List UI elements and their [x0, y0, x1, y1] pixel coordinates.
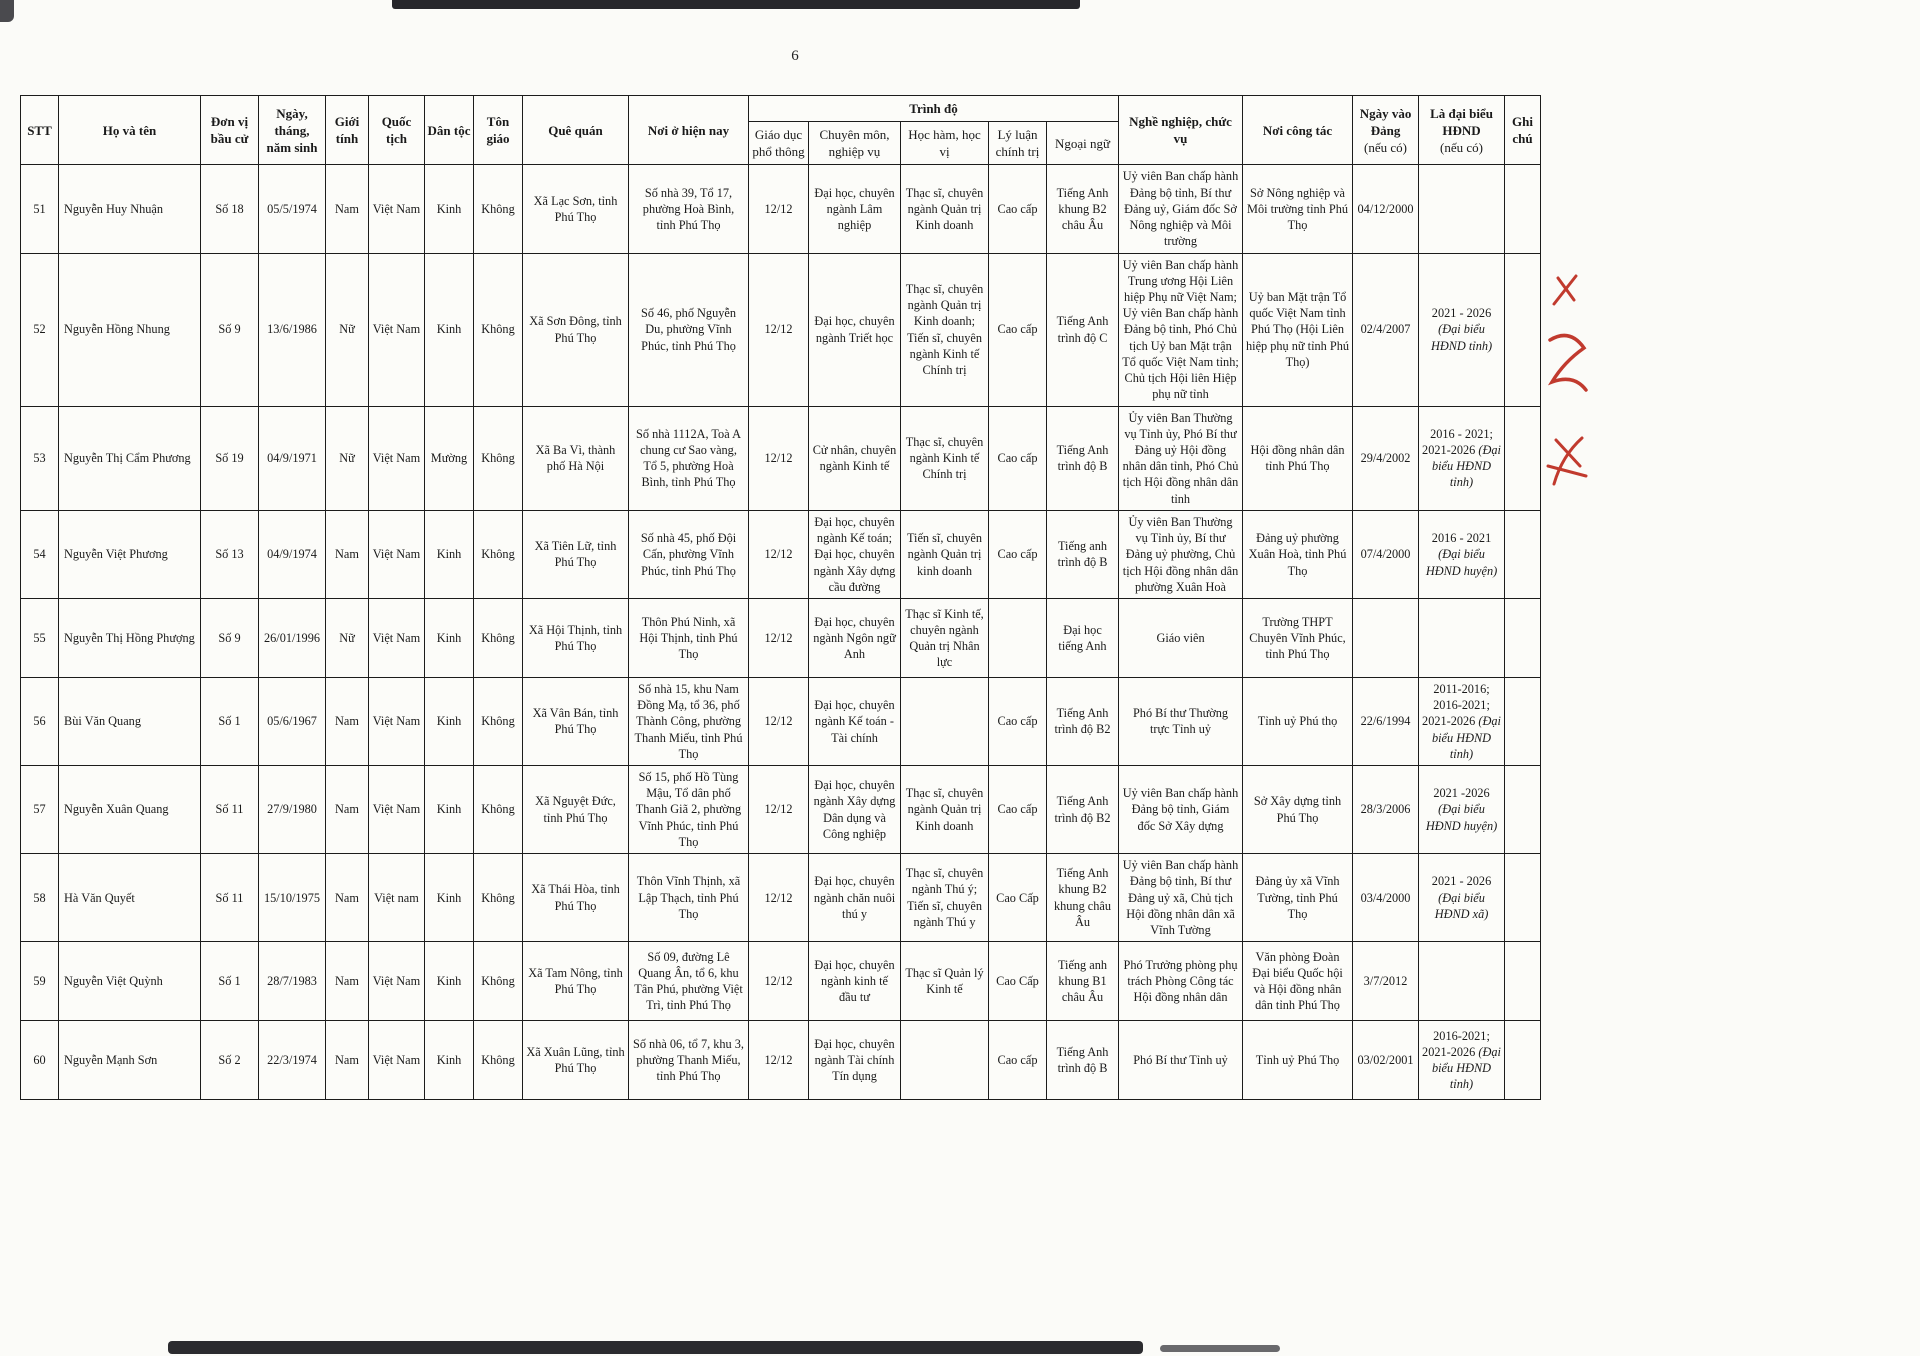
cell-nationality: Việt Nam — [369, 598, 425, 677]
scan-artifact-top — [392, 0, 1080, 9]
cell-hdnd — [1419, 165, 1505, 253]
scan-artifact-bottom — [168, 1341, 1143, 1354]
cell-language: Tiếng anh khung B1 châu Âu — [1047, 942, 1119, 1021]
cell-gender: Nam — [326, 165, 369, 253]
table-row — [21, 942, 1541, 1021]
cell-professional: Đại học, chuyên ngành Tài chính Tín dụng — [809, 1021, 901, 1100]
cell-workplace: Đảng uỷ phường Xuân Hoà, tỉnh Phú Thọ — [1243, 510, 1353, 598]
cell-hometown: Xã Lạc Sơn, tỉnh Phú Thọ — [523, 165, 629, 253]
cell-occupation: Uỷ viên Ban chấp hành Đảng bộ tỉnh, Giám đốc Sở Xây dựng — [1119, 766, 1243, 854]
cell-unit: Số 13 — [201, 510, 259, 598]
cell-nationality: Việt nam — [369, 854, 425, 942]
cell-politics: Cao cấp — [989, 677, 1047, 765]
cell-stt: 56 — [21, 677, 59, 765]
cell-religion: Không — [474, 766, 523, 854]
table-row — [21, 406, 1541, 510]
header-gender: Giới tính — [326, 96, 369, 165]
table-row — [21, 165, 1541, 253]
cell-hdnd: 2021 - 2026 (Đại biểu HĐND xã) — [1419, 854, 1505, 942]
cell-politics — [989, 598, 1047, 677]
cell-stt: 60 — [21, 1021, 59, 1100]
cell-nationality: Việt Nam — [369, 766, 425, 854]
cell-religion: Không — [474, 253, 523, 406]
cell-politics: Cao cấp — [989, 766, 1047, 854]
cell-workplace: Tỉnh uỷ Phú thọ — [1243, 677, 1353, 765]
cell-religion: Không — [474, 598, 523, 677]
cell-professional: Đại học, chuyên ngành chăn nuôi thú y — [809, 854, 901, 942]
header-party-date-main: Ngày vào Đảng — [1359, 105, 1412, 138]
cell-academic: Thạc sĩ, chuyên ngành Quản trị Kinh doanh; Tiến sĩ, chuyên ngành Kinh tế Chính trị — [901, 253, 989, 406]
cell-gender: Nam — [326, 854, 369, 942]
cell-academic: Tiến sĩ, chuyên ngành Quản trị kinh doanh — [901, 510, 989, 598]
cell-name: Nguyễn Huy Nhuận — [59, 165, 201, 253]
cell-party_date: 22/6/1994 — [1353, 677, 1419, 765]
cell-religion: Không — [474, 854, 523, 942]
cell-language: Đại học tiếng Anh — [1047, 598, 1119, 677]
cell-dob: 26/01/1996 — [259, 598, 326, 677]
header-education: Giáo dục phổ thông — [749, 122, 809, 165]
cell-unit: Số 18 — [201, 165, 259, 253]
cell-hdnd — [1419, 598, 1505, 677]
cell-nationality: Việt Nam — [369, 510, 425, 598]
cell-note — [1505, 165, 1541, 253]
cell-note — [1505, 598, 1541, 677]
cell-name: Nguyễn Việt Phương — [59, 510, 201, 598]
cell-nationality: Việt Nam — [369, 677, 425, 765]
header-academic: Học hàm, học vị — [901, 122, 989, 165]
header-ethnicity: Dân tộc — [425, 96, 474, 165]
cell-education: 12/12 — [749, 1021, 809, 1100]
cell-politics: Cao Cấp — [989, 942, 1047, 1021]
cell-nationality: Việt Nam — [369, 253, 425, 406]
header-residence: Nơi ở hiện nay — [629, 96, 749, 165]
table-row — [21, 510, 1541, 598]
cell-ethnicity: Mường — [425, 406, 474, 510]
cell-stt: 51 — [21, 165, 59, 253]
cell-hdnd: 2021 -2026 (Đại biểu HĐND huyện) — [1419, 766, 1505, 854]
cell-politics: Cao cấp — [989, 165, 1047, 253]
cell-language: Tiếng Anh trình độ C — [1047, 253, 1119, 406]
cell-residence: Thôn Vĩnh Thịnh, xã Lập Thạch, tỉnh Phú Thọ — [629, 854, 749, 942]
cell-language: Tiếng Anh trình độ B — [1047, 1021, 1119, 1100]
cell-workplace: Văn phòng Đoàn Đại biểu Quốc hội và Hội đồng nhân dân tỉnh Phú Thọ — [1243, 942, 1353, 1021]
cell-workplace: Hội đồng nhân dân tỉnh Phú Thọ — [1243, 406, 1353, 510]
cell-occupation: Uỷ viên Ban chấp hành Đảng bộ tỉnh, Bí thư Đảng uỷ, Giám đốc Sở Nông nghiệp và Môi trường — [1119, 165, 1243, 253]
cell-residence: Số nhà 1112A, Toà A chung cư Sao vàng, Tổ 5, phường Hoà Bình, tỉnh Phú Thọ — [629, 406, 749, 510]
cell-name: Bùi Văn Quang — [59, 677, 201, 765]
cell-politics: Cao cấp — [989, 253, 1047, 406]
cell-dob: 28/7/1983 — [259, 942, 326, 1021]
header-trinh-do: Trình độ — [749, 96, 1119, 122]
cell-academic — [901, 1021, 989, 1100]
cell-gender: Nam — [326, 766, 369, 854]
cell-workplace: Sở Nông nghiệp và Môi trường tỉnh Phú Thọ — [1243, 165, 1353, 253]
cell-education: 12/12 — [749, 406, 809, 510]
cell-hdnd: 2011-2016; 2016-2021; 2021-2026 (Đại biểu HĐND tỉnh) — [1419, 677, 1505, 765]
cell-gender: Nam — [326, 510, 369, 598]
cell-stt: 53 — [21, 406, 59, 510]
header-religion: Tôn giáo — [474, 96, 523, 165]
cell-professional: Đại học, chuyên ngành Kế toán - Tài chính — [809, 677, 901, 765]
cell-professional: Đại học, chuyên ngành Lâm nghiệp — [809, 165, 901, 253]
cell-name: Nguyễn Xuân Quang — [59, 766, 201, 854]
cell-nationality: Việt Nam — [369, 942, 425, 1021]
cell-hdnd: 2021 - 2026 (Đại biểu HĐND tỉnh) — [1419, 253, 1505, 406]
cell-religion: Không — [474, 165, 523, 253]
cell-hdnd — [1419, 942, 1505, 1021]
cell-academic: Thạc sĩ, chuyên ngành Thú ý; Tiến sĩ, chuyên ngành Thú y — [901, 854, 989, 942]
cell-politics: Cao cấp — [989, 510, 1047, 598]
cell-residence: Số nhà 15, khu Nam Đồng Mạ, tổ 36, phố Thành Công, phường Thanh Miếu, tỉnh Phú Thọ — [629, 677, 749, 765]
cell-hdnd: 2016-2021; 2021-2026 (Đại biểu HĐND tỉnh) — [1419, 1021, 1505, 1100]
table-row — [21, 766, 1541, 854]
cell-dob: 04/9/1974 — [259, 510, 326, 598]
cell-education: 12/12 — [749, 942, 809, 1021]
cell-occupation: Phó Trưởng phòng phụ trách Phòng Công tác Hội đồng nhân dân — [1119, 942, 1243, 1021]
cell-ethnicity: Kinh — [425, 942, 474, 1021]
cell-unit: Số 9 — [201, 598, 259, 677]
table-row — [21, 598, 1541, 677]
table-header — [21, 96, 1541, 165]
cell-professional: Đại học, chuyên ngành Kế toán; Đại học, chuyên ngành Xây dựng cầu đường — [809, 510, 901, 598]
cell-nationality: Việt Nam — [369, 406, 425, 510]
cell-stt: 55 — [21, 598, 59, 677]
cell-academic — [901, 677, 989, 765]
cell-religion: Không — [474, 1021, 523, 1100]
cell-ethnicity: Kinh — [425, 510, 474, 598]
cell-language: Tiếng Anh trình độ B2 — [1047, 766, 1119, 854]
cell-hometown: Xã Vân Bán, tỉnh Phú Thọ — [523, 677, 629, 765]
cell-gender: Nữ — [326, 598, 369, 677]
cell-education: 12/12 — [749, 854, 809, 942]
cell-residence: Số 15, phố Hồ Tùng Mậu, Tổ dân phố Thanh Giã 2, phường Vĩnh Phúc, tỉnh Phú Thọ — [629, 766, 749, 854]
cell-dob: 05/6/1967 — [259, 677, 326, 765]
cell-education: 12/12 — [749, 598, 809, 677]
cell-workplace: Uỷ ban Mặt trận Tổ quốc Việt Nam tỉnh Phú Thọ (Hội Liên hiệp phụ nữ tỉnh Phú Thọ) — [1243, 253, 1353, 406]
cell-note — [1505, 942, 1541, 1021]
cell-ethnicity: Kinh — [425, 1021, 474, 1100]
cell-language: Tiếng anh trình độ B — [1047, 510, 1119, 598]
cell-party_date: 29/4/2002 — [1353, 406, 1419, 510]
cell-residence: Thôn Phú Ninh, xã Hội Thịnh, tỉnh Phú Thọ — [629, 598, 749, 677]
cell-education: 12/12 — [749, 253, 809, 406]
header-nationality: Quốc tịch — [369, 96, 425, 165]
cell-dob: 27/9/1980 — [259, 766, 326, 854]
cell-party_date: 07/4/2000 — [1353, 510, 1419, 598]
cell-name: Hà Văn Quyết — [59, 854, 201, 942]
header-name: Họ và tên — [59, 96, 201, 165]
cell-professional: Cử nhân, chuyên ngành Kinh tế — [809, 406, 901, 510]
cell-residence: Số nhà 45, phố Đội Cấn, phường Vĩnh Phúc, tỉnh Phú Thọ — [629, 510, 749, 598]
cell-residence: Số 09, đường Lê Quang Ân, tổ 6, khu Tân Phú, phường Việt Trì, tỉnh Phú Thọ — [629, 942, 749, 1021]
header-professional: Chuyên môn, nghiệp vụ — [809, 122, 901, 165]
cell-gender: Nữ — [326, 253, 369, 406]
cell-party_date: 04/12/2000 — [1353, 165, 1419, 253]
cell-occupation: Uỷ viên Ban chấp hành Trung ương Hội Liên hiệp Phụ nữ Việt Nam; Uỷ viên Ban chấp hành Đảng bộ tỉnh, Phó Chủ tịch Uỷ ban Mặt trận Tổ quốc Việt Nam tỉnh; Chủ tịch Hội liên Hiệp phụ nữ tỉnh — [1119, 253, 1243, 406]
cell-residence: Số nhà 39, Tổ 17, phường Hoà Bình, tỉnh Phú Thọ — [629, 165, 749, 253]
header-dob: Ngày, tháng, năm sinh — [259, 96, 326, 165]
deputies-table — [20, 95, 1541, 1100]
cell-party_date — [1353, 598, 1419, 677]
cell-ethnicity: Kinh — [425, 165, 474, 253]
cell-stt: 58 — [21, 854, 59, 942]
cell-nationality: Việt Nam — [369, 1021, 425, 1100]
cell-party_date: 3/7/2012 — [1353, 942, 1419, 1021]
header-hometown: Quê quán — [523, 96, 629, 165]
table-row — [21, 1021, 1541, 1100]
cell-unit: Số 19 — [201, 406, 259, 510]
scan-artifact-corner — [0, 0, 14, 22]
header-hdnd — [1419, 96, 1505, 165]
cell-party_date: 02/4/2007 — [1353, 253, 1419, 406]
cell-ethnicity: Kinh — [425, 854, 474, 942]
cell-dob: 22/3/1974 — [259, 1021, 326, 1100]
cell-workplace: Trường THPT Chuyên Vĩnh Phúc, tỉnh Phú Thọ — [1243, 598, 1353, 677]
cell-academic: Thạc sĩ, chuyên ngành Kinh tế Chính trị — [901, 406, 989, 510]
cell-occupation: Ủy viên Ban Thường vụ Tỉnh ủy, Phó Bí thư Đảng uỷ Hội đồng nhân dân tỉnh, Phó Chủ tịch Hội đồng nhân dân tỉnh — [1119, 406, 1243, 510]
header-workplace: Nơi công tác — [1243, 96, 1353, 165]
header-occupation: Nghề nghiệp, chức vụ — [1119, 96, 1243, 165]
table-row — [21, 854, 1541, 942]
scan-artifact-bottom-right — [1160, 1345, 1280, 1352]
cell-note — [1505, 510, 1541, 598]
cell-education: 12/12 — [749, 766, 809, 854]
cell-hometown: Xã Tiên Lữ, tỉnh Phú Thọ — [523, 510, 629, 598]
cell-language: Tiếng Anh khung B2 khung châu Âu — [1047, 854, 1119, 942]
header-stt: STT — [21, 96, 59, 165]
cell-dob: 13/6/1986 — [259, 253, 326, 406]
cell-name: Nguyễn Thị Hồng Phượng — [59, 598, 201, 677]
cell-unit: Số 1 — [201, 677, 259, 765]
red-ink-marks — [1540, 270, 1600, 500]
cell-education: 12/12 — [749, 510, 809, 598]
cell-gender: Nữ — [326, 406, 369, 510]
cell-residence: Số nhà 06, tổ 7, khu 3, phường Thanh Miếu, tỉnh Phú Thọ — [629, 1021, 749, 1100]
cell-dob: 04/9/1971 — [259, 406, 326, 510]
cell-stt: 59 — [21, 942, 59, 1021]
cell-professional: Đại học, chuyên ngành kinh tế đầu tư — [809, 942, 901, 1021]
cell-politics: Cao Cấp — [989, 854, 1047, 942]
cell-language: Tiếng Anh trình độ B2 — [1047, 677, 1119, 765]
cell-party_date: 28/3/2006 — [1353, 766, 1419, 854]
cell-religion: Không — [474, 942, 523, 1021]
cell-academic: Thạc sĩ, chuyên ngành Quản trị Kinh doanh — [901, 766, 989, 854]
cell-hometown: Xã Ba Vì, thành phố Hà Nội — [523, 406, 629, 510]
header-party-date-sub: (nếu có) — [1364, 139, 1407, 155]
header-party-date — [1353, 96, 1419, 165]
cell-hometown: Xã Sơn Đông, tỉnh Phú Thọ — [523, 253, 629, 406]
cell-unit: Số 11 — [201, 766, 259, 854]
cell-hometown: Xã Hội Thịnh, tỉnh Phú Thọ — [523, 598, 629, 677]
table-row — [21, 253, 1541, 406]
cell-occupation: Phó Bí thư Tỉnh uỷ — [1119, 1021, 1243, 1100]
cell-unit: Số 2 — [201, 1021, 259, 1100]
cell-ethnicity: Kinh — [425, 766, 474, 854]
cell-workplace: Sở Xây dựng tỉnh Phú Thọ — [1243, 766, 1353, 854]
cell-hometown: Xã Tam Nông, tỉnh Phú Thọ — [523, 942, 629, 1021]
cell-unit: Số 11 — [201, 854, 259, 942]
cell-note — [1505, 854, 1541, 942]
header-note: Ghi chú — [1505, 96, 1541, 165]
cell-religion: Không — [474, 677, 523, 765]
cell-dob: 05/5/1974 — [259, 165, 326, 253]
cell-party_date: 03/4/2000 — [1353, 854, 1419, 942]
cell-note — [1505, 766, 1541, 854]
cell-occupation: Ủy viên Ban Thường vụ Tỉnh ủy, Bí thư Đảng uỷ phường, Chủ tịch Hội đồng nhân dân phường Xuân Hoà — [1119, 510, 1243, 598]
cell-name: Nguyễn Mạnh Sơn — [59, 1021, 201, 1100]
cell-stt: 52 — [21, 253, 59, 406]
cell-professional: Đại học, chuyên ngành Xây dựng Dân dụng và Công nghiệp — [809, 766, 901, 854]
cell-hometown: Xã Thái Hòa, tỉnh Phú Thọ — [523, 854, 629, 942]
cell-workplace: Đảng ủy xã Vĩnh Tường, tỉnh Phú Thọ — [1243, 854, 1353, 942]
table-row — [21, 677, 1541, 765]
cell-occupation: Phó Bí thư Thường trực Tỉnh uỷ — [1119, 677, 1243, 765]
cell-professional: Đại học, chuyên ngành Ngôn ngữ Anh — [809, 598, 901, 677]
cell-workplace: Tỉnh uỷ Phú Thọ — [1243, 1021, 1353, 1100]
cell-note — [1505, 253, 1541, 406]
header-language: Ngoại ngữ — [1047, 122, 1119, 165]
cell-stt: 57 — [21, 766, 59, 854]
cell-gender: Nam — [326, 677, 369, 765]
cell-occupation: Giáo viên — [1119, 598, 1243, 677]
header-hdnd-sub: (nếu có) — [1440, 139, 1483, 155]
cell-hometown: Xã Nguyệt Đức, tỉnh Phú Thọ — [523, 766, 629, 854]
cell-hometown: Xã Xuân Lũng, tỉnh Phú Thọ — [523, 1021, 629, 1100]
cell-language: Tiếng Anh khung B2 châu Âu — [1047, 165, 1119, 253]
header-unit: Đơn vị bầu cử — [201, 96, 259, 165]
cell-note — [1505, 1021, 1541, 1100]
cell-note — [1505, 677, 1541, 765]
cell-ethnicity: Kinh — [425, 598, 474, 677]
cell-note — [1505, 406, 1541, 510]
cell-hdnd: 2016 - 2021; 2021-2026 (Đại biểu HĐND tỉnh) — [1419, 406, 1505, 510]
cell-hdnd: 2016 - 2021 (Đại biểu HĐND huyện) — [1419, 510, 1505, 598]
cell-dob: 15/10/1975 — [259, 854, 326, 942]
cell-occupation: Uỷ viên Ban chấp hành Đảng bộ tỉnh, Bí thư Đảng uỷ xã, Chủ tịch Hội đồng nhân dân xã Vĩnh Tường — [1119, 854, 1243, 942]
cell-stt: 54 — [21, 510, 59, 598]
table-body — [21, 165, 1541, 1100]
cell-ethnicity: Kinh — [425, 253, 474, 406]
cell-party_date: 03/02/2001 — [1353, 1021, 1419, 1100]
cell-education: 12/12 — [749, 677, 809, 765]
cell-name: Nguyễn Thị Cẩm Phương — [59, 406, 201, 510]
header-hdnd-main: Là đại biểu HĐND — [1430, 105, 1493, 138]
cell-ethnicity: Kinh — [425, 677, 474, 765]
cell-academic: Thạc sĩ Quản lý Kinh tế — [901, 942, 989, 1021]
cell-religion: Không — [474, 510, 523, 598]
page-number: 6 — [791, 48, 799, 64]
cell-politics: Cao cấp — [989, 1021, 1047, 1100]
cell-education: 12/12 — [749, 165, 809, 253]
cell-nationality: Việt Nam — [369, 165, 425, 253]
cell-name: Nguyễn Việt Quỳnh — [59, 942, 201, 1021]
cell-gender: Nam — [326, 1021, 369, 1100]
cell-unit: Số 9 — [201, 253, 259, 406]
header-politics: Lý luận chính trị — [989, 122, 1047, 165]
cell-gender: Nam — [326, 942, 369, 1021]
cell-name: Nguyễn Hồng Nhung — [59, 253, 201, 406]
cell-unit: Số 1 — [201, 942, 259, 1021]
cell-academic: Thạc sĩ, chuyên ngành Quản trị Kinh doanh — [901, 165, 989, 253]
cell-politics: Cao cấp — [989, 406, 1047, 510]
cell-religion: Không — [474, 406, 523, 510]
cell-professional: Đại học, chuyên ngành Triết học — [809, 253, 901, 406]
cell-academic: Thạc sĩ Kinh tế, chuyên ngành Quản trị Nhân lực — [901, 598, 989, 677]
cell-language: Tiếng Anh trình độ B — [1047, 406, 1119, 510]
cell-residence: Số 46, phố Nguyễn Du, phường Vĩnh Phúc, tỉnh Phú Thọ — [629, 253, 749, 406]
